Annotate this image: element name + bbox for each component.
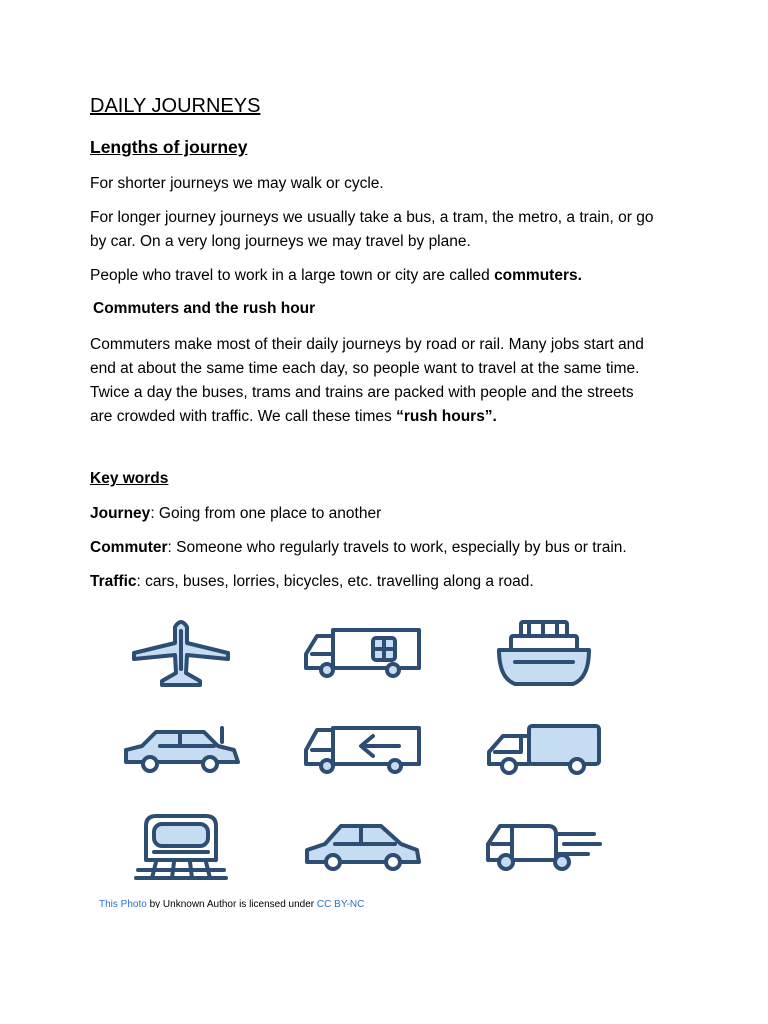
paragraph-longer-journeys-line2: by car. On a very long journeys we may travel by plane. — [90, 233, 471, 250]
commuters-term: commuters. — [494, 267, 582, 284]
key-word-journey — [90, 502, 381, 526]
key-word-term: Traffic — [90, 573, 137, 590]
this-photo-link[interactable]: This Photo — [99, 899, 147, 908]
paragraph-commuters — [90, 264, 582, 288]
key-word-traffic — [90, 570, 534, 594]
key-word-definition: : Going from one place to another — [150, 505, 382, 522]
key-word-definition: : cars, buses, lorries, bicycles, etc. travelling along a road. — [136, 573, 534, 590]
photo-credit — [99, 898, 364, 908]
credit-text: by Unknown Author is licensed under — [146, 899, 317, 908]
paragraph-commuters-text: People who travel to work in a large town or city are called — [90, 267, 495, 284]
ship-icon — [495, 618, 593, 688]
paragraph-rush-line4-text: are crowded with traffic. We call these times — [90, 408, 397, 425]
key-word-definition: : Someone who regularly travels to work, especially by bus or train. — [167, 539, 627, 556]
paragraph-rush-line4 — [90, 405, 497, 429]
sedan-icon — [303, 820, 423, 872]
page-title: DAILY JOURNEYS — [90, 95, 261, 117]
train-icon — [134, 812, 228, 882]
key-word-term: Commuter — [90, 539, 168, 556]
key-word-term: Journey — [90, 505, 151, 522]
fast-van-icon — [484, 820, 604, 872]
car-icon — [122, 724, 242, 774]
key-words-heading: Key words — [90, 470, 169, 487]
paragraph-rush-line3: Twice a day the buses, trams and trains are packed with people and the streets — [90, 384, 634, 401]
rush-hours-term: “rush hours”. — [396, 408, 497, 425]
section-heading-lengths: Lengths of journey — [90, 137, 248, 157]
key-word-commuter — [90, 536, 627, 560]
cc-license-link[interactable]: CC BY-NC — [316, 899, 365, 908]
airplane-icon — [128, 617, 234, 687]
paragraph-shorter-journeys: For shorter journeys we may walk or cycle. — [90, 175, 384, 192]
paragraph-longer-journeys-line1: For longer journey journeys we usually take a bus, a tram, the metro, a train, or go — [90, 209, 654, 226]
paragraph-rush-line2: end at about the same time each day, so people want to travel at the same time. — [90, 360, 640, 377]
truck-icon — [485, 722, 605, 776]
section-heading-rush-hour: Commuters and the rush hour — [93, 300, 316, 317]
paragraph-rush-line1: Commuters make most of their daily journeys by road or rail. Many jobs start and — [90, 336, 644, 353]
delivery-van-icon — [303, 724, 423, 776]
ambulance-icon — [303, 626, 423, 678]
